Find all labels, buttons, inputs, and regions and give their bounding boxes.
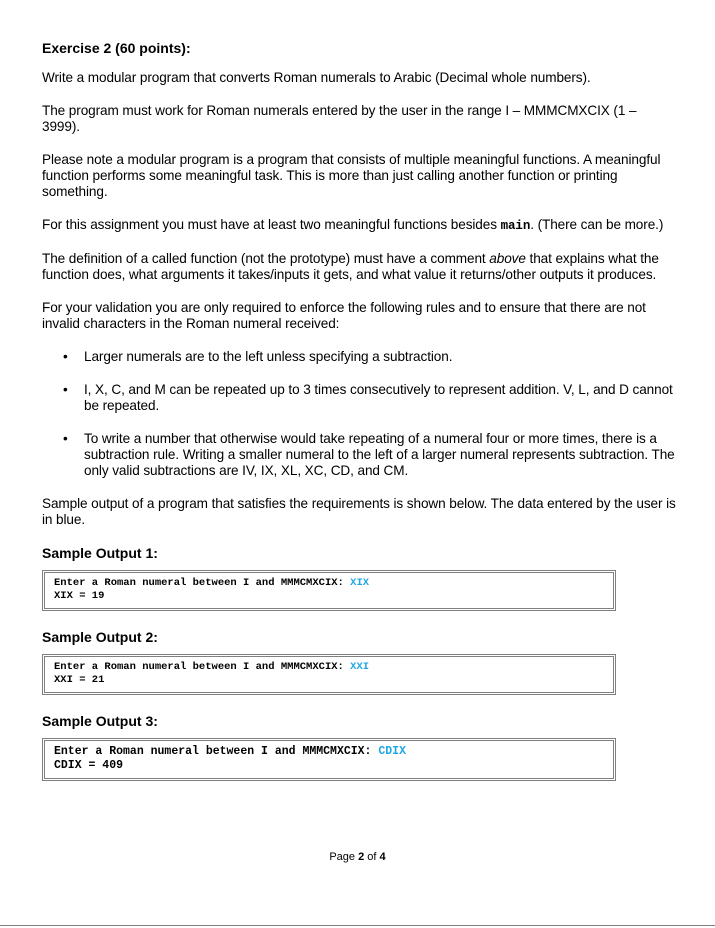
- console-result: XXI = 21: [54, 674, 105, 686]
- comment-text-before: The definition of a called function (not the prototype) must have a comment: [42, 251, 490, 266]
- page-footer: [0, 851, 715, 863]
- console-prompt-line: [54, 661, 605, 674]
- rule-item: [42, 431, 678, 479]
- console-result: CDIX = 409: [54, 759, 124, 772]
- sample-output-3-title: Sample Output 3:: [42, 713, 158, 729]
- footer-page-total: 4: [379, 851, 386, 863]
- rules-list: [42, 349, 678, 479]
- sample-output-3-console: [42, 738, 616, 781]
- console-prompt-line: [54, 745, 605, 759]
- bottom-divider: [0, 925, 715, 926]
- paragraph-comment: [42, 251, 678, 283]
- footer-page-word: Page: [329, 851, 359, 863]
- rule-text: Larger numerals are to the left unless specifying a subtraction.: [84, 349, 453, 364]
- functions-text-after: . (There can be more.): [530, 217, 664, 232]
- paragraph-range: The program must work for Roman numerals entered by the user in the range I – MMMCMXCIX (1 – 3999).: [42, 103, 637, 134]
- comment-emphasis: above: [489, 251, 526, 266]
- footer-of-word: of: [364, 851, 380, 863]
- main-code: main: [500, 219, 531, 233]
- rule-item: [42, 349, 678, 365]
- sample-output-1-title: Sample Output 1:: [42, 545, 158, 561]
- paragraph-validation: For your validation you are only required to enforce the following rules and to ensure that there are not invalid characters in the Roman numeral received:: [42, 300, 646, 331]
- rule-text: I, X, C, and M can be repeated up to 3 times consecutively to represent addition. V, L, and D cannot be repeated.: [84, 382, 673, 413]
- paragraph-intro: Write a modular program that converts Roman numerals to Arabic (Decimal whole numbers).: [42, 70, 591, 85]
- footer-page-number: 2: [358, 851, 365, 863]
- console-user-input: CDIX: [378, 745, 406, 758]
- paragraph-modular: Please note a modular program is a program that consists of multiple meaningful functions. A meaningful function performs some meaningful task. This is more than just calling another function or printing something.: [42, 152, 661, 199]
- page-content: [42, 40, 678, 799]
- console-prompt-line: [54, 577, 605, 590]
- bullet-icon: •: [63, 431, 68, 446]
- sample-output-2-console: [42, 654, 616, 695]
- bullet-icon: •: [63, 349, 68, 364]
- bullet-icon: •: [63, 382, 68, 397]
- console-user-input: XXI: [350, 661, 370, 673]
- console-prompt: Enter a Roman numeral between I and MMMCMXCIX:: [54, 745, 379, 758]
- rule-text: To write a number that otherwise would take repeating of a numeral four or more times, there is a subtraction rule. Writing a smaller numeral to the left of a larger numeral represents subtraction. The only valid subtractions are IV, IX, XL, XC, CD, and CM.: [84, 431, 675, 478]
- console-prompt: Enter a Roman numeral between I and MMMCMXCIX:: [54, 577, 351, 589]
- console-user-input: XIX: [350, 577, 370, 589]
- paragraph-sample-intro: Sample output of a program that satisfies the requirements is shown below. The data entered by the user is in blue.: [42, 496, 676, 527]
- exercise-heading: Exercise 2 (60 points):: [42, 40, 191, 56]
- console-prompt: Enter a Roman numeral between I and MMMCMXCIX:: [54, 661, 351, 673]
- paragraph-functions: [42, 217, 678, 234]
- sample-output-2-title: Sample Output 2:: [42, 629, 158, 645]
- console-result: XIX = 19: [54, 590, 105, 602]
- functions-text-before: For this assignment you must have at least two meaningful functions besides: [42, 217, 501, 232]
- rule-item: [42, 382, 678, 414]
- sample-output-1-console: [42, 570, 616, 611]
- comment-text-after: that explains what the function does, what arguments it takes/inputs it gets, and what value it returns/other outputs it produces.: [42, 251, 659, 282]
